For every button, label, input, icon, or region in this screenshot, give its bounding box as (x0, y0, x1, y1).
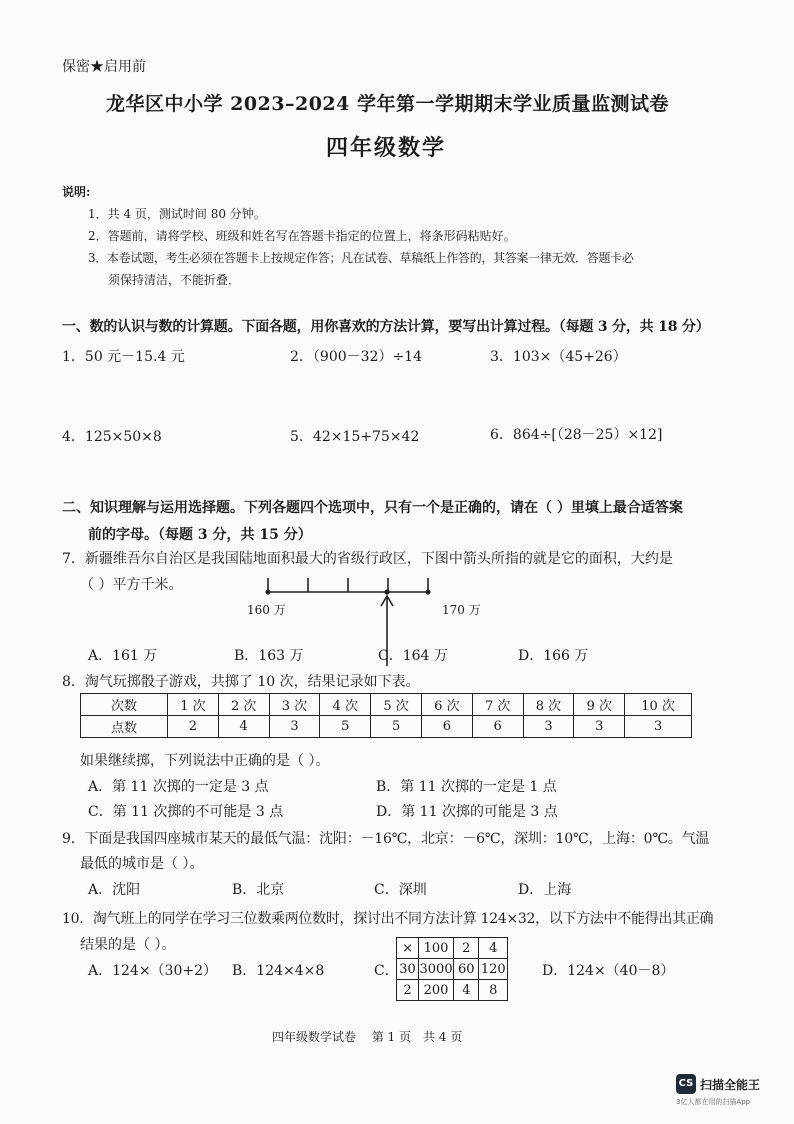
endpoint-dot (265, 589, 270, 594)
grid-cell: 4 (479, 938, 508, 959)
table-row (397, 959, 508, 980)
instruction-item: 1．共 4 页，测试时间 80 分钟。 (88, 207, 266, 221)
q7-option-d: D．166 万 (518, 648, 589, 664)
grid-cell: 120 (479, 959, 508, 980)
instructions-label: 说明: (62, 185, 91, 199)
table-cell: 6 次 (421, 694, 472, 716)
number-line-right-label: 170 万 (442, 603, 481, 617)
table-cell: 3 (523, 716, 574, 738)
q8-question: 如果继续掷，下列说法中正确的是（ ）。 (80, 753, 330, 769)
table-cell: 9 次 (574, 694, 625, 716)
table-cell: 4 次 (320, 694, 371, 716)
table-cell: 3 (625, 716, 692, 738)
table-cell: 6 (472, 716, 523, 738)
table-row (397, 938, 508, 959)
instruction-item: 须保持清洁，不能折叠． (108, 273, 241, 287)
instruction-item: 2．答题前，请将学校、班级和姓名写在答题卡指定的位置上，将条形码粘贴好。 (88, 229, 516, 243)
table-header-cell: 次数 (81, 694, 168, 716)
q9-option-c: C．深圳 (374, 882, 427, 898)
pointer-dot (384, 589, 389, 594)
q10-option-c: C． (374, 963, 399, 979)
q8-option-b: B．第 11 次掷的一定是 1 点 (376, 779, 557, 795)
grid-cell: 60 (453, 959, 479, 980)
scanner-brand: 扫描全能王 (700, 1078, 761, 1092)
q9-text: 9．下面是我国四座城市某天的最低气温：沈阳：－16℃，北京：－6℃，深圳：10℃，上海：0℃。气温 (62, 831, 710, 847)
q9-option-a: A．沈阳 (88, 882, 141, 898)
exam-title: 龙华区中小学 2023–2024 学年第一学期期末学业质量监测试卷 (106, 93, 669, 115)
q7-option-a: A．161 万 (88, 648, 158, 664)
q9-text-cont: 最低的城市是（ ）。 (80, 856, 204, 872)
exam-subtitle: 四年级数学 (326, 135, 447, 161)
endpoint-dot (425, 589, 430, 594)
problem-2: 2．（900－32）÷14 (290, 349, 422, 365)
problem-3: 3．103×（45+26） (490, 349, 627, 365)
q7-option-c: C．164 万 (378, 648, 448, 664)
camscanner-logo-icon: CS (676, 1074, 696, 1094)
table-cell: 3 (574, 716, 625, 738)
table-cell: 6 (421, 716, 472, 738)
table-cell: 2 次 (218, 694, 269, 716)
q8-option-d: D．第 11 次掷的可能是 3 点 (376, 804, 558, 820)
multiplication-grid (396, 937, 508, 1001)
problem-1: 1．50 元－15.4 元 (62, 349, 185, 365)
q9-option-b: B．北京 (232, 882, 285, 898)
table-cell: 5 (371, 716, 422, 738)
table-cell: 2 (168, 716, 219, 738)
section-2-heading: 二、知识理解与运用选择题。下列各题四个选项中，只有一个是正确的，请在（ ）里填上最合适答案 (62, 500, 683, 516)
scanner-tagline: 3亿人都在用的扫描App (676, 1098, 751, 1106)
q8-text: 8．淘气玩掷骰子游戏，共掷了 10 次，结果记录如下表。 (62, 674, 420, 690)
q10-option-a: A．124×（30+2） (88, 963, 218, 979)
problem-4: 4．125×50×8 (62, 429, 162, 445)
dice-results-table (80, 693, 692, 738)
number-line-left-label: 160 万 (247, 603, 286, 617)
table-row (81, 716, 692, 738)
q7-option-b: B．163 万 (234, 648, 304, 664)
q10-option-b: B．124×4×8 (232, 963, 325, 979)
table-cell: 4 (218, 716, 269, 738)
table-row (81, 694, 692, 716)
grid-cell: 4 (453, 980, 479, 1001)
grid-cell: 2 (397, 980, 419, 1001)
q10-text: 10．淘气班上的同学在学习三位数乘两位数时，探讨出不同方法计算 124×32，以下方法中不能得出其正确 (62, 911, 714, 927)
table-row (397, 980, 508, 1001)
q7-text: 7．新疆维吾尔自治区是我国陆地面积最大的省级行政区，下图中箭头所指的就是它的面积，大约是 (62, 551, 673, 567)
grid-cell: 200 (419, 980, 454, 1001)
q10-text-cont: 结果的是（ ）。 (80, 937, 176, 953)
section-2-heading-cont: 前的字母。（每题 3 分，共 15 分） (88, 527, 312, 543)
grid-cell: 8 (479, 980, 508, 1001)
table-cell: 8 次 (523, 694, 574, 716)
table-cell: 3 (269, 716, 320, 738)
q10-option-d: D．124×（40－8） (542, 963, 675, 979)
page-footer: 四年级数学试卷 第 1 页 共 4 页 (272, 1030, 463, 1044)
problem-5: 5．42×15+75×42 (290, 429, 420, 445)
problem-6: 6．864÷[（28－25）×12] (490, 427, 663, 443)
table-cell: 7 次 (472, 694, 523, 716)
table-cell: 3 次 (269, 694, 320, 716)
q8-option-c: C．第 11 次掷的不可能是 3 点 (88, 804, 284, 820)
q8-option-a: A．第 11 次掷的一定是 3 点 (88, 779, 269, 795)
table-cell: 10 次 (625, 694, 692, 716)
instruction-item: 3．本卷试题，考生必须在答题卡上按规定作答；凡在试卷、草稿纸上作答的，其答案一律无效．答题卡必 (88, 251, 634, 265)
q9-option-d: D．上海 (518, 882, 572, 898)
table-header-cell: 点数 (81, 716, 168, 738)
grid-cell: 30 (397, 959, 419, 980)
grid-cell: 2 (453, 938, 479, 959)
table-cell: 5 次 (371, 694, 422, 716)
q7-text-cont: （ ）平方千米。 (80, 577, 183, 593)
grid-cell: 3000 (419, 959, 454, 980)
section-1-heading: 一、数的认识与数的计算题。下面各题，用你喜欢的方法计算，要写出计算过程。（每题 3 分，共 18 分） (62, 319, 710, 335)
grid-cell: 100 (419, 938, 454, 959)
confidential-label: 保密★启用前 (62, 59, 146, 75)
table-cell: 5 (320, 716, 371, 738)
grid-cell: × (397, 938, 419, 959)
table-cell: 1 次 (168, 694, 219, 716)
